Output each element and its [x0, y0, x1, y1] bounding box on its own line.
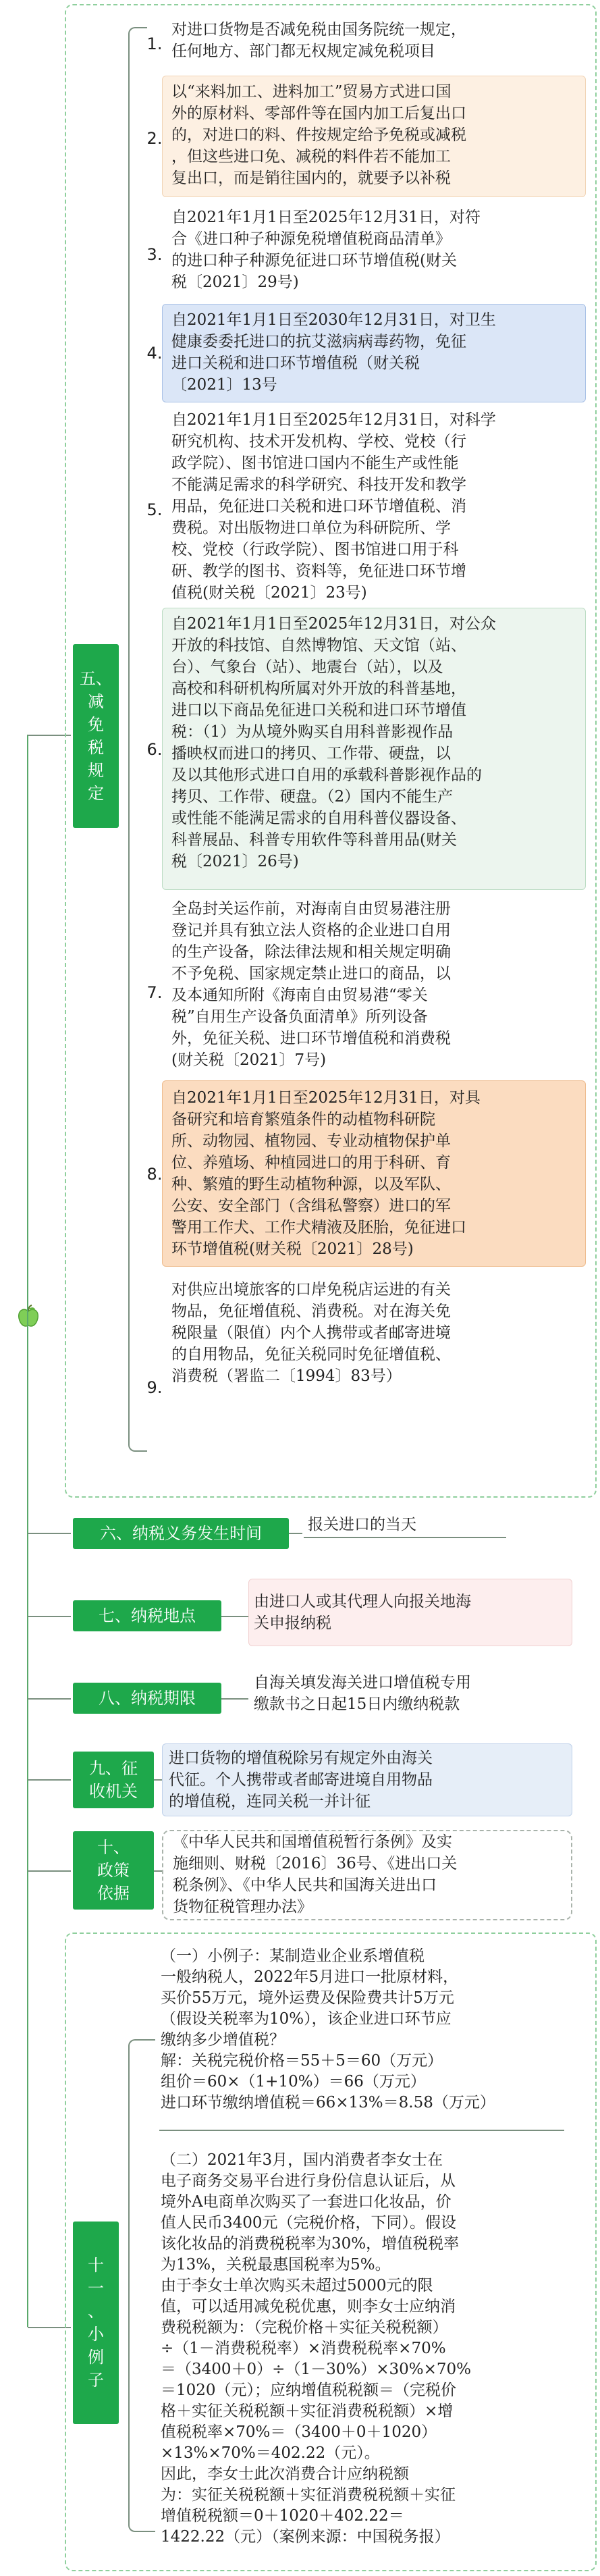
item5-number: 5.: [146, 500, 163, 519]
item6-number: 6.: [146, 740, 163, 759]
item7-text: 全岛封关运作前，对海南自由贸易港注册 登记并具有独立法人资格的企业进口自用 的生产设备，除法律法规和相关规定明确 不予免税、国家规定禁止进口的商品，以 及本通知所附《海南自由贸易港“零关 税”自用生产设备负面清单》所列设备 外，免征关税、进口环节增值税和消费税 (财关税〔2021〕7号): [171, 900, 451, 1069]
section10-connector: [154, 1870, 162, 1872]
item6-text: 自2021年1月1日至2025年12月31日，对公众 开放的科技馆、自然博物馆、天文馆（站、 台）、气象台（站）、地震台（站），以及 高校和科研机构所属对外开放的科普基地， 进口以下商品免征进口关税和进口环节增值 税：（1）为从境外购买自用科普影视作品 播映权而进口的拷贝、工作带、硬盘，以 及以其他形式进口自用的承载科普影视作品的 拷贝、工作带、硬盘。（2）国内不能生产 或性能不能满足需求的自用科普仪器设备、 科普展品、科普专用软件等科普用品(财关 税〔2021〕26号): [171, 615, 496, 870]
section8-connector: [221, 1698, 248, 1700]
item9-number: 9.: [146, 1378, 163, 1397]
section11-bracket: [128, 2039, 155, 2532]
item8-number: 8.: [146, 1165, 163, 1184]
section7-connector: [221, 1616, 248, 1617]
item4-number: 4.: [146, 344, 163, 363]
item2-text: 以“来料加工、进料加工”贸易方式进口国 外的原材料、零部件等在国内加工后复出口 的，对进口的料、件按规定给予免税或减税 ，但这些进口免、减税的料件若不能加工 复出口，而是销往国内的，就要予以补税: [171, 83, 466, 187]
branch-6: [28, 1533, 71, 1534]
branch-9: [28, 1779, 71, 1781]
item5-text: 自2021年1月1日至2025年12月31日，对科学 研究机构、技术开发机构、学校、党校（行 政学院）、图书馆进口国内不能生产或性能 不能满足需求的科学研究、科技开发和教学 用品，免征进口关税和进口环节增值税、消 费税。对出版物进口单位为科研院所、学 校、党校（行政学院）、图书馆进口用于科 研、教学的图书、资料等，免征进口环节增 值税(财关税〔2021〕23号): [171, 411, 496, 602]
apple-root-icon: [15, 1303, 42, 1330]
item7-number: 7.: [146, 983, 163, 1002]
section11-tag[interactable]: 十 一 、 小 例 子: [73, 2222, 119, 2424]
section7-tag[interactable]: 七、纳税地点: [73, 1600, 221, 1631]
section7-text: 由进口人或其代理人向报关地海 关申报纳税: [254, 1593, 471, 1632]
section8-text: 自海关填发海关进口增值税专用 缴款书之日起15日内缴纳税款: [254, 1674, 471, 1713]
section6-connector: [289, 1533, 302, 1534]
item1-text: 对进口货物是否减免税由国务院统一规定， 任何地方、部门都无权规定减免税项目: [171, 21, 466, 60]
item9-text: 对供应出境旅客的口岸免税店运进的有关 物品，免征增值税、消费税。对在海关免 税限量（限值）内个人携带或者邮寄进境 的自用物品，免征关税同时免征增值税、 消费税（署监二〔1994〕83号）: [171, 1281, 451, 1385]
branch-7: [28, 1616, 71, 1617]
branch-8: [28, 1698, 71, 1700]
section6-text: 报关进口的当天: [304, 1513, 506, 1538]
section10-text: 《中华人民共和国增值税暂行条例》及实 施细则、财税〔2016〕36号、《进出口关 税条例》、《中华人民共和国海关进出口 货物征税管理办法》: [173, 1833, 458, 1916]
section5-bracket: [128, 27, 147, 1452]
section8-tag[interactable]: 八、纳税期限: [73, 1683, 221, 1714]
branch-10: [28, 1870, 71, 1872]
item3-text: 自2021年1月1日至2025年12月31日，对符 合《进口种子种源免税增值税商品清单》 的进口种子种源免征进口环节增值税(财关 税〔2021〕29号): [171, 209, 481, 291]
item4-text: 自2021年1月1日至2030年12月31日，对卫生 健康委委托进口的抗艾滋病病毒药物，免征 进口关税和进口环节增值税（财关税 〔2021〕13号: [171, 311, 496, 394]
example-divider: [159, 2130, 564, 2131]
item2-number: 2.: [146, 129, 163, 148]
section5-tag[interactable]: 五、 减 免 税 规 定: [73, 644, 119, 828]
trunk-line: [27, 735, 28, 2327]
item1-number: 1.: [146, 34, 163, 53]
section10-tag[interactable]: 十、 政策 依据: [73, 1831, 154, 1910]
section9-connector: [154, 1779, 162, 1781]
section9-tag[interactable]: 九、征 收机关: [73, 1752, 154, 1808]
item3-number: 3.: [146, 245, 163, 264]
item8-text: 自2021年1月1日至2025年12月31日，对具 备研究和培育繁殖条件的动植物科研院 所、动物园、植物园、专业动植物保护单 位、养殖场、种植园进口的用于科研、育 种、繁殖的野生动植物种源，以及军队、 公安、安全部门（含缉私警察）进口的军 警用工作犬、工作犬精液及胚胎，免征进口 环节增值税(财关税〔2021〕28号): [171, 1089, 481, 1258]
section6-tag[interactable]: 六、纳税义务发生时间: [73, 1518, 289, 1549]
example1-text: （一）小例子：某制造业企业系增值税 一般纳税人，2022年5月进口一批原材料， 买价55万元，境外运费及保险费共计5万元 （假设关税率为10%），该企业进口环节应 缴纳多少增值税？ 解：关税完税价格＝55＋5＝60（万元） 组价＝60×（1+10%）＝66（万元） 进口环节缴纳增值税＝66×13%＝8.58（万元）: [161, 1947, 495, 2111]
section9-text: 进口货物的增值税除另有规定外由海关 代征。个人携带或者邮寄进境自用物品 的增值税，连同关税一并计征: [169, 1750, 433, 1810]
example2-text: （二）2021年3月，国内消费者李女士在 电子商务交易平台进行身份信息认证后，从 境外A电商单次购买了一套进口化妆品，价 值人民币3400元（完税价格，下同）。假设 该化妆品的消费税税率为30%，增值税税率 为13%，关税最惠国税率为5%。 由于李女士单次购买未超过5000元的限 值，可以适用减免税优惠，则李女士应纳消 费税税额为：（完税价格＋实征关税税额） ÷（1－消费税税率）×消费税税率×70% ＝（3400＋0）÷（1－30%）×30%×70% ＝1020（元）；应纳增值税税额＝（完税价 格＋实征关税税额＋实征消费税税额）×增 值税税率×70%＝（3400＋0＋1020） ×13%×70%＝402.22（元）。 因此，李女士此次消费合计应纳税额 为：实征关税税额＋实征消费税税额＋实征 增值税税额＝0＋1020＋402.22＝ 1422.22（元）（案例来源：中国税务报）: [161, 2151, 471, 2546]
